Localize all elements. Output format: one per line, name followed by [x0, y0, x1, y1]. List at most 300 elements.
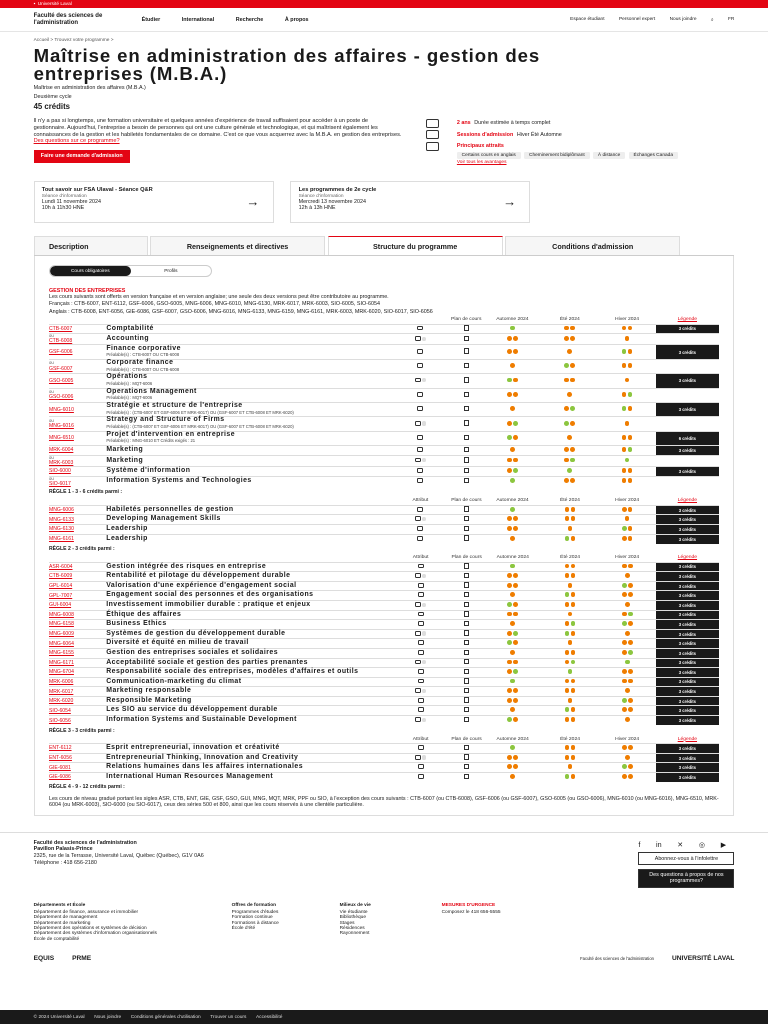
course-name[interactable]: International Human Resources Management	[106, 773, 274, 781]
facebook-icon[interactable]: f	[638, 839, 641, 849]
course-name[interactable]: Éthique des affaires	[106, 610, 182, 618]
session-cell-winter	[599, 677, 656, 687]
syllabus-icon[interactable]	[464, 582, 469, 587]
session-dot-icon	[565, 631, 570, 636]
course-code[interactable]: MRK-6004	[48, 447, 74, 454]
course-name-cell	[106, 763, 392, 773]
syllabus-icon[interactable]	[464, 592, 469, 597]
course-code[interactable]: SIO-6054	[48, 707, 71, 714]
session-dot-icon	[628, 764, 633, 769]
footer-link[interactable]: Département de finance, assurance et immobilier	[33, 909, 139, 915]
youtube-icon[interactable]: ▶	[720, 839, 727, 849]
course-name[interactable]: Leadership	[106, 534, 148, 542]
session-dot-icon	[628, 745, 633, 750]
course-name[interactable]: Les SIO au service du développement durable	[106, 706, 278, 714]
video-icon	[417, 363, 423, 368]
legend-link[interactable]: Légende	[677, 735, 698, 742]
course-name-cell	[106, 345, 392, 359]
course-name[interactable]: Operations Management	[106, 387, 197, 395]
video-icon	[415, 717, 421, 722]
session-dot-icon	[571, 602, 576, 607]
table-row	[49, 696, 719, 706]
session-dot-icon	[513, 698, 518, 703]
footer-link[interactable]: Résidences	[339, 925, 365, 931]
course-name[interactable]: Responsabilité sociale des entreprises, modèles d'affaires et outils	[106, 668, 359, 676]
program-credits: 45 crédits	[33, 101, 71, 111]
table-row	[49, 763, 719, 773]
course-name-cell	[106, 466, 392, 476]
syllabus-icon[interactable]	[464, 516, 469, 521]
credits-badge: 3 crédits	[656, 402, 719, 416]
course-name[interactable]: Habiletés personnelles de gestion	[106, 505, 234, 513]
course-code[interactable]: GPL-6014	[48, 583, 73, 590]
session-dot-icon	[513, 526, 518, 531]
video-icon	[418, 650, 424, 655]
bottom-conditions[interactable]: Conditions générales d'utilisation	[130, 1014, 201, 1020]
course-code-cell	[49, 600, 106, 610]
program-tabs	[34, 236, 735, 256]
footer-link[interactable]: Programmes d'études	[231, 909, 279, 915]
syllabus-icon[interactable]	[464, 563, 469, 568]
syllabus-icon[interactable]	[464, 325, 469, 330]
session-dot-icon	[628, 406, 633, 411]
session-dot-icon	[622, 349, 627, 354]
credits-badge: 6 crédits	[656, 431, 719, 445]
course-code[interactable]: GSF-6006	[48, 349, 73, 356]
session-dot-icon	[513, 755, 518, 760]
course-code[interactable]: MNG-6006	[48, 507, 74, 514]
course-name[interactable]: Rentabilité et pilotage du développement durable	[106, 572, 291, 580]
course-name[interactable]: Gestion des entreprises sociales et solidaires	[106, 648, 279, 656]
syllabus-icon[interactable]	[464, 602, 469, 607]
course-code[interactable]: GIE-6081	[48, 764, 71, 771]
footer-link[interactable]: École de comptabilité	[33, 936, 80, 942]
nav-recherche[interactable]: Recherche	[235, 16, 264, 23]
syllabus-icon[interactable]	[464, 447, 469, 452]
syllabus-icon[interactable]	[464, 478, 469, 483]
course-code-cell	[49, 431, 106, 445]
syllabus-icon[interactable]	[464, 764, 469, 769]
course-code[interactable]: CTB-6008	[48, 338, 73, 345]
structure-panel	[34, 256, 735, 816]
credits-badge: 3 crédits	[656, 658, 719, 668]
session-dot-icon	[510, 536, 515, 541]
syllabus-icon[interactable]	[464, 611, 469, 616]
session-dot-icon	[628, 698, 633, 703]
session-dot-icon	[628, 447, 633, 452]
course-code[interactable]: ENT-6112	[48, 745, 72, 752]
session-dot-icon	[568, 583, 573, 588]
syllabus-icon[interactable]	[464, 526, 469, 531]
course-code-cell	[49, 677, 106, 687]
video-icon	[417, 326, 423, 331]
footer-link[interactable]: Département de management	[33, 915, 98, 921]
course-code[interactable]: MNG-6171	[48, 659, 74, 666]
footer-link[interactable]: Vie étudiante	[339, 909, 368, 915]
pill-profils[interactable]: Profils	[164, 268, 178, 274]
course-name[interactable]: Accounting	[106, 335, 150, 343]
session-cell-autumn	[484, 658, 542, 668]
x-icon[interactable]: ✕	[677, 839, 684, 849]
session-cell-autumn	[484, 687, 542, 697]
footer-link[interactable]: Bibliothèque	[339, 915, 366, 921]
footer-pavilion: Pavillon Palasis-Prince	[33, 846, 93, 853]
session-dot-icon	[507, 698, 512, 703]
linkedin-icon[interactable]: in	[656, 839, 662, 849]
plan-cell	[449, 620, 484, 630]
footer-link[interactable]: École d'été	[231, 925, 256, 931]
session-cell-summer	[542, 591, 599, 601]
session-cell-winter	[599, 562, 656, 572]
prme-logo: PRME	[72, 955, 92, 963]
pill-obligatoires[interactable]: Cours obligatoires	[50, 266, 131, 277]
syllabus-icon[interactable]	[464, 363, 469, 368]
course-code[interactable]: SIO-6056	[48, 717, 71, 724]
course-code[interactable]: MNG-6010	[48, 406, 74, 413]
course-code[interactable]: MNG-6704	[48, 669, 74, 676]
session-dot-icon	[628, 435, 633, 440]
col-ete: Été 2024	[559, 497, 580, 504]
rule-2-table	[49, 554, 719, 725]
footer-link[interactable]: Département de marketing	[33, 920, 91, 926]
course-name[interactable]: Corporate finance	[106, 358, 174, 366]
course-name-cell	[106, 476, 392, 487]
course-name[interactable]: Stratégie et structure de l'entreprise	[106, 402, 243, 410]
syllabus-icon[interactable]	[464, 392, 469, 397]
course-code[interactable]: MNG-6510	[48, 435, 74, 442]
course-name[interactable]: Entrepreneurial Thinking, Innovation and Creativity	[106, 753, 299, 761]
course-name[interactable]: Comptabilité	[106, 324, 154, 332]
syllabus-icon[interactable]	[464, 468, 469, 473]
course-code[interactable]: MRK-6003	[48, 459, 74, 466]
session-dot-icon	[622, 478, 627, 483]
course-name[interactable]: Information Systems and Sustainable Development	[106, 716, 297, 724]
footer-col-vie: Milieux de vie Vie étudiante Bibliothèque Stages Résidences Rayonnement	[340, 903, 424, 942]
course-name[interactable]: Strategy and Structure of Firms	[106, 416, 225, 424]
course-code[interactable]: MRK-6017	[48, 688, 74, 695]
footer-link[interactable]: Formations à distance	[231, 920, 279, 926]
course-code[interactable]: GSO-6006	[48, 394, 74, 401]
english-courses: Anglais : CTB-6008, ENT-6056, GIE-6086, GSF-6007, GSO-6006, MNG-6016, MNG-6133, MNG-6159, MNG-6161, MRK-6003, MRK-6020, SIO-6017, SIO-6056	[48, 308, 433, 315]
session-cell-autumn	[484, 374, 542, 388]
course-code[interactable]: MNG-6008	[48, 611, 74, 618]
syllabus-icon[interactable]	[464, 435, 469, 440]
syllabus-icon[interactable]	[464, 707, 469, 712]
events-list	[0, 165, 768, 223]
bottom-accessibilite[interactable]: Accessibilité	[255, 1014, 283, 1020]
session-dot-icon	[570, 406, 575, 411]
syllabus-icon[interactable]	[464, 717, 469, 722]
session-cell-winter	[598, 345, 655, 359]
attraits-label: Principaux attraits	[456, 143, 504, 150]
syllabus-icon[interactable]	[464, 754, 469, 759]
attribute-cell	[392, 466, 449, 476]
tab-renseignements[interactable]: Renseignements et directives	[150, 236, 325, 255]
plan-cell	[449, 534, 484, 544]
course-code[interactable]: GUI-6004	[48, 602, 72, 609]
legend-link[interactable]: Légende	[677, 316, 697, 323]
session-dot-icon	[628, 621, 633, 626]
table-row	[49, 753, 719, 763]
course-code-cell	[49, 744, 106, 754]
session-cell-winter	[599, 668, 656, 678]
course-code[interactable]: GSF-6007	[48, 365, 73, 372]
syllabus-icon[interactable]	[464, 420, 469, 425]
session-dot-icon	[507, 755, 512, 760]
util-personnel-expert[interactable]: Personnel expert	[618, 17, 656, 23]
chip-echanges: Échanges Canada	[629, 152, 678, 159]
or-label: ou	[48, 454, 54, 460]
syllabus-icon[interactable]	[464, 573, 469, 578]
session-cell-winter	[599, 610, 656, 620]
plan-cell	[449, 455, 484, 466]
session-dot-icon	[625, 458, 630, 463]
course-name[interactable]: Systèmes de gestion du développement durable	[106, 629, 286, 637]
course-name[interactable]: Acceptabilité sociale et gestion des parties prenantes	[106, 658, 308, 666]
tab-description[interactable]: Description	[34, 236, 148, 255]
bottom-nous-joindre[interactable]: Nous joindre	[94, 1014, 122, 1020]
course-code[interactable]: ASR-6004	[48, 563, 73, 570]
course-name[interactable]: Gestion intégrée des risques en entreprise	[106, 562, 267, 570]
session-cell-winter	[599, 534, 656, 544]
footer-col-departements: Départements et École Département de finance, assurance et immobilier Département de management Département de marketing Département des opérations et systèmes de décision Département des systèmes d'information organisationnels École de comptabilité	[34, 903, 214, 942]
syllabus-icon[interactable]	[464, 348, 469, 353]
session-dot-icon	[625, 688, 630, 693]
search-icon[interactable]: ⌕	[710, 17, 714, 23]
instagram-icon[interactable]: ◎	[698, 839, 706, 849]
course-name[interactable]: Valorisation d'une expérience d'engagement social	[106, 581, 297, 589]
course-name-cell	[106, 648, 392, 658]
course-code-cell	[49, 562, 106, 572]
session-dot-icon	[507, 378, 512, 383]
session-dot-icon	[513, 349, 518, 354]
tab-structure[interactable]: Structure du programme	[328, 236, 503, 255]
plan-cell	[449, 744, 484, 754]
util-espace-etudiant[interactable]: Espace étudiant	[570, 17, 605, 23]
attribute-tag-icon	[422, 458, 426, 462]
syllabus-icon[interactable]	[464, 745, 469, 750]
attribute-cell	[392, 455, 449, 466]
ul-logo[interactable]: UNIVERSITÉ LAVAL	[672, 955, 735, 963]
session-dot-icon	[622, 326, 627, 331]
footer-link[interactable]: Composez le 418 656-5555	[441, 909, 501, 915]
col-automne: Automne 2024	[496, 553, 529, 560]
plan-cell	[449, 466, 484, 476]
course-code[interactable]: MRK-6020	[48, 698, 74, 705]
syllabus-icon[interactable]	[464, 377, 469, 382]
syllabus-icon[interactable]	[464, 650, 469, 655]
col-plan: Plan de cours	[451, 497, 482, 504]
util-nous-joindre[interactable]: Nous joindre	[669, 17, 697, 23]
credits-badge: 3 crédits	[656, 505, 719, 515]
session-dot-icon	[571, 650, 576, 655]
footer-link[interactable]: Formation continue	[231, 915, 273, 921]
plan-cell	[449, 374, 484, 388]
course-code[interactable]: SIO-6017	[48, 480, 71, 487]
plan-cell	[449, 677, 484, 687]
footer-address: 2325, rue de la Terrasse, Université Laval, Québec (Québec), G1V 0A6	[33, 852, 204, 859]
session-cell-autumn	[484, 431, 542, 445]
course-code[interactable]: GPL-7007	[48, 592, 73, 599]
course-name[interactable]: Information Systems and Technologies	[106, 477, 252, 485]
syllabus-icon[interactable]	[464, 630, 469, 635]
syllabus-icon[interactable]	[464, 406, 469, 411]
arrow-right-icon[interactable]: →	[503, 193, 517, 209]
course-code[interactable]: MNG-6009	[48, 631, 74, 638]
session-dot-icon	[564, 363, 569, 368]
attribute-cell	[392, 446, 449, 456]
syllabus-icon[interactable]	[464, 669, 469, 674]
video-icon	[418, 764, 424, 769]
questions-link[interactable]: Des questions sur ce programme?	[33, 138, 120, 145]
course-code[interactable]: GIE-6086	[48, 774, 71, 781]
course-code[interactable]: MNG-6064	[48, 640, 74, 647]
session-dot-icon	[628, 507, 633, 512]
session-dot-icon	[565, 717, 570, 722]
university-name[interactable]: Université Laval	[37, 1, 72, 7]
session-dot-icon	[628, 326, 633, 331]
footer-link[interactable]: Rayonnement	[339, 931, 370, 937]
footer-link[interactable]: Stages	[339, 920, 355, 926]
course-name[interactable]: Relations humaines dans les affaires internationales	[106, 763, 304, 771]
credits-badge: 3 crédits	[656, 744, 719, 754]
legend-link[interactable]: Légende	[677, 553, 698, 560]
bottom-trouver-cours[interactable]: Trouver un cours	[210, 1014, 247, 1020]
course-code[interactable]: MNG-6016	[48, 423, 74, 430]
course-name[interactable]: Système d'information	[106, 466, 191, 474]
course-prerequisite: Préalable(s) : MQT-6006	[106, 380, 153, 386]
course-code[interactable]: CTB-6009	[48, 573, 73, 580]
tab-conditions[interactable]: Conditions d'admission	[505, 236, 680, 255]
syllabus-icon[interactable]	[464, 621, 469, 626]
rule-4-title: RÈGLE 4 - 9 - 12 crédits parmi :	[48, 784, 125, 791]
nav-international[interactable]: International	[181, 16, 215, 23]
syllabus-icon[interactable]	[464, 774, 469, 779]
session-dot-icon	[513, 669, 518, 674]
credits-badge: 3 crédits	[656, 763, 719, 773]
nav-etudier[interactable]: Étudier	[141, 16, 161, 23]
session-dot-icon	[622, 468, 627, 473]
session-cell-winter	[599, 591, 656, 601]
questions-button[interactable]: Des questions à propos de nos programmes?	[638, 869, 734, 888]
course-code[interactable]: MNG-6133	[48, 516, 74, 523]
breadcrumb[interactable]: Accueil > Trouvez votre programme >	[33, 38, 114, 44]
attribute-tag-icon	[422, 689, 426, 693]
attribute-cell	[392, 417, 449, 431]
attribute-cell	[392, 696, 449, 706]
course-name[interactable]: Finance corporative	[106, 344, 181, 352]
syllabus-icon[interactable]	[464, 640, 469, 645]
course-name[interactable]: Opérations	[106, 373, 148, 381]
attribute-cell	[392, 639, 449, 649]
session-cell-summer	[542, 620, 599, 630]
course-name[interactable]: Marketing	[106, 456, 144, 464]
syllabus-icon[interactable]	[464, 688, 469, 693]
course-name[interactable]: Developing Management Skills	[106, 515, 221, 523]
session-dot-icon	[565, 573, 570, 578]
plan-cell	[449, 562, 484, 572]
session-cell-summer	[541, 417, 598, 431]
course-name[interactable]: Business Ethics	[106, 620, 167, 628]
course-name[interactable]: Esprit entrepreneurial, innovation et créativité	[106, 744, 280, 752]
footer-link[interactable]: Département des opérations et systèmes de décision	[33, 925, 147, 931]
course-name[interactable]: Engagement social des personnes et des organisations	[106, 591, 314, 599]
attribute-cell	[392, 524, 449, 534]
course-code[interactable]: MNG-6161	[48, 536, 74, 543]
course-code[interactable]: ENT-6056	[48, 755, 72, 762]
course-code[interactable]: MNG-6130	[48, 526, 74, 533]
course-code[interactable]: SIO-6000	[48, 468, 71, 475]
col-plan: Plan de cours	[451, 735, 482, 742]
course-name[interactable]: Diversité et équité en milieu de travail	[106, 639, 249, 647]
nav-a-propos[interactable]: À propos	[284, 16, 309, 23]
course-name[interactable]: Marketing responsable	[106, 687, 192, 695]
session-dot-icon	[564, 447, 569, 452]
syllabus-icon[interactable]	[464, 697, 469, 702]
session-cell-winter	[598, 431, 655, 445]
footer-link[interactable]: Département des systèmes d'information organisationnels	[33, 931, 157, 937]
syllabus-icon[interactable]	[464, 506, 469, 511]
course-name[interactable]: Projet d'intervention en entreprise	[106, 430, 236, 438]
session-dot-icon	[513, 421, 518, 426]
course-name[interactable]: Communication-marketing du climat	[106, 677, 242, 685]
course-code[interactable]: GSO-6005	[48, 377, 74, 384]
all-advantages-link[interactable]: Voir tous les avantages	[456, 160, 507, 166]
legend-link[interactable]: Légende	[677, 497, 698, 504]
course-name-cell	[106, 772, 392, 782]
course-code[interactable]: MNG-6155	[48, 650, 74, 657]
newsletter-button[interactable]: Abonnez-vous à l'infolettre	[638, 852, 734, 865]
table-row	[49, 345, 719, 359]
session-cell-autumn	[484, 476, 542, 487]
credits-badge: 3 crédits	[656, 687, 719, 697]
event-card[interactable]	[34, 181, 274, 223]
language-select[interactable]: FR	[728, 17, 735, 23]
course-name[interactable]: Leadership	[106, 524, 148, 532]
session-cell-winter	[599, 581, 656, 591]
syllabus-icon[interactable]	[464, 457, 469, 462]
course-name-cell	[106, 716, 392, 726]
session-dot-icon	[510, 774, 515, 779]
course-code[interactable]: MNG-6158	[48, 621, 74, 628]
syllabus-icon[interactable]	[464, 678, 469, 683]
syllabus-icon[interactable]	[464, 659, 469, 664]
session-dot-icon	[507, 583, 512, 588]
syllabus-icon[interactable]	[464, 535, 469, 540]
event-card[interactable]	[290, 181, 530, 223]
apply-button[interactable]: Faire une demande d'admission	[34, 150, 130, 163]
syllabus-icon[interactable]	[464, 336, 469, 341]
credits-badge: 3 crédits	[656, 677, 719, 687]
course-name-cell	[106, 324, 392, 334]
course-name[interactable]: Investissement immobilier durable : pratique et enjeux	[106, 600, 311, 608]
session-cell-winter	[598, 388, 655, 402]
session-dot-icon	[622, 564, 627, 569]
sessions-label: Sessions d'admission	[456, 131, 514, 138]
session-dot-icon	[567, 468, 572, 473]
course-code[interactable]: CTB-6007	[48, 325, 73, 332]
faculty-logo-text[interactable]: Faculté des sciences de l'administration	[33, 13, 103, 26]
course-name[interactable]: Marketing	[106, 446, 144, 454]
credits-badge	[656, 359, 719, 373]
session-cell-winter	[598, 466, 655, 476]
session-cell-summer	[542, 677, 599, 687]
arrow-right-icon[interactable]: →	[246, 193, 260, 209]
course-name[interactable]: Responsible Marketing	[106, 696, 192, 704]
session-cell-winter	[598, 334, 655, 345]
session-dot-icon	[628, 650, 633, 655]
course-code[interactable]: MRK-6006	[48, 678, 74, 685]
